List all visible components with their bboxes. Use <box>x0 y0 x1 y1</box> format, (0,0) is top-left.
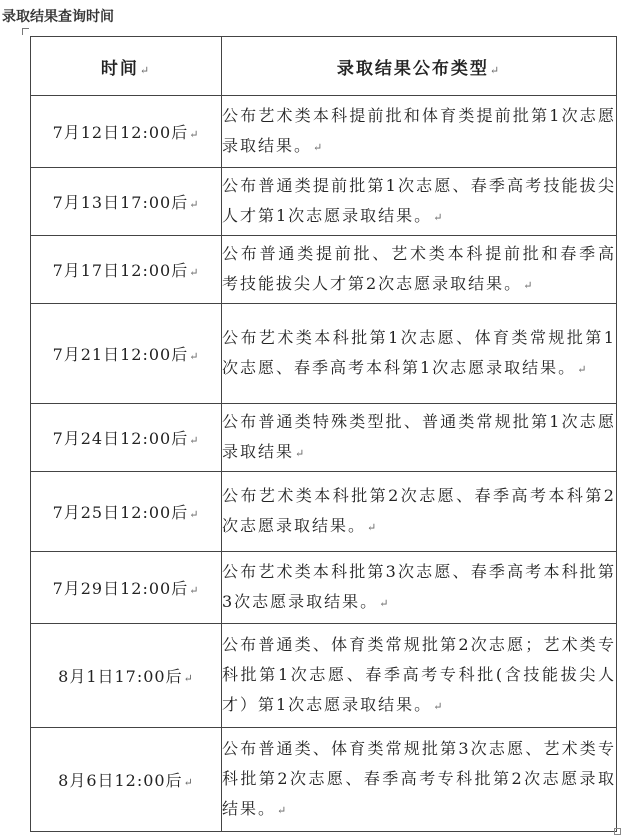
type-cell <box>222 624 617 728</box>
time-text: 7月21日12:00后 <box>52 345 189 364</box>
table-corner-mark <box>22 28 29 35</box>
time-cell <box>31 168 222 236</box>
paragraph-mark-icon: ↵ <box>295 446 307 460</box>
paragraph-mark-icon: ↵ <box>189 434 200 447</box>
paragraph-mark-icon: ↵ <box>189 198 200 211</box>
paragraph-mark-icon: ↵ <box>523 278 535 292</box>
paragraph-mark-icon: ↵ <box>367 520 379 534</box>
table-row <box>31 236 617 304</box>
table-row <box>31 728 617 832</box>
time-text: 8月6日12:00后 <box>58 771 183 790</box>
type-text: 公布艺术类本科批第1次志愿、体育类常规批第1次志愿、春季高考本科第1次志愿录取结果。 <box>222 327 616 377</box>
type-cell <box>222 236 617 304</box>
page-title: 录取结果查询时间 <box>2 9 114 25</box>
type-cell <box>222 552 617 624</box>
time-text: 7月29日12:00后 <box>52 579 189 598</box>
table-row <box>31 304 617 404</box>
paragraph-mark-icon: ↵ <box>139 63 152 77</box>
type-cell <box>222 472 617 552</box>
time-text: 7月25日12:00后 <box>52 503 189 522</box>
table-row <box>31 168 617 236</box>
time-cell <box>31 404 222 472</box>
time-cell <box>31 472 222 552</box>
type-cell <box>222 96 617 168</box>
time-text: 7月24日12:00后 <box>52 429 189 448</box>
time-cell <box>31 236 222 304</box>
paragraph-mark-icon: ↵ <box>433 699 445 713</box>
paragraph-mark-icon: ↵ <box>183 776 194 789</box>
time-cell <box>31 624 222 728</box>
paragraph-mark-icon: ↵ <box>489 63 502 77</box>
paragraph-mark-icon: ↵ <box>189 584 200 597</box>
type-text: 公布艺术类本科批第2次志愿、春季高考本科第2次志愿录取结果。 <box>222 485 616 535</box>
paragraph-mark-icon: ↵ <box>189 128 200 141</box>
time-cell <box>31 728 222 832</box>
paragraph-mark-icon: ↵ <box>379 596 391 610</box>
paragraph-mark-icon: ↵ <box>189 266 200 279</box>
type-text: 公布普通类特殊类型批、普通类常规批第1次志愿录取结果 <box>222 411 616 461</box>
time-text: 8月1日17:00后 <box>58 667 183 686</box>
type-text: 公布艺术类本科提前批和体育类提前批第1次志愿录取结果。 <box>222 105 616 155</box>
table-end-mark <box>614 828 621 835</box>
type-text: 公布普通类、体育类常规批第3次志愿、艺术类专科批第2次志愿、春季高考专科批第2次志愿录取结果。 <box>222 738 616 818</box>
time-text: 7月12日12:00后 <box>52 123 189 142</box>
header-type <box>222 37 617 96</box>
table-row <box>31 552 617 624</box>
paragraph-mark-icon: ↵ <box>183 672 194 685</box>
header-type-label: 录取结果公布类型 <box>336 58 489 79</box>
time-cell <box>31 552 222 624</box>
type-text: 公布艺术类本科批第3次志愿、春季高考本科批第3次志愿录取结果。 <box>222 561 616 611</box>
table-row <box>31 96 617 168</box>
paragraph-mark-icon: ↵ <box>189 350 200 363</box>
type-cell <box>222 304 617 404</box>
table-row <box>31 472 617 552</box>
time-text: 7月17日12:00后 <box>52 261 189 280</box>
type-text: 公布普通类提前批第1次志愿、春季高考技能拔尖人才第1次志愿录取结果。 <box>222 175 616 225</box>
paragraph-mark-icon: ↵ <box>277 803 289 817</box>
type-text: 公布普通类、体育类常规批第2次志愿；艺术类专科批第1次志愿、春季高考专科批(含技能拔尖人才）第1次志愿录取结果。 <box>222 634 616 714</box>
type-cell <box>222 168 617 236</box>
paragraph-mark-icon: ↵ <box>577 362 589 376</box>
type-text: 公布普通类提前批、艺术类本科提前批和春季高考技能拔尖人才第2次志愿录取结果。 <box>222 243 616 293</box>
table-row <box>31 624 617 728</box>
paragraph-mark-icon: ↵ <box>189 508 200 521</box>
paragraph-mark-icon: ↵ <box>433 210 445 224</box>
type-cell <box>222 728 617 832</box>
time-text: 7月13日17:00后 <box>52 193 189 212</box>
time-cell <box>31 96 222 168</box>
table-header-row <box>31 37 617 96</box>
table-row <box>31 404 617 472</box>
results-table <box>30 36 617 832</box>
header-time-label: 时间 <box>100 58 139 79</box>
header-time <box>31 37 222 96</box>
paragraph-mark-icon: ↵ <box>313 140 325 154</box>
time-cell <box>31 304 222 404</box>
type-cell <box>222 404 617 472</box>
